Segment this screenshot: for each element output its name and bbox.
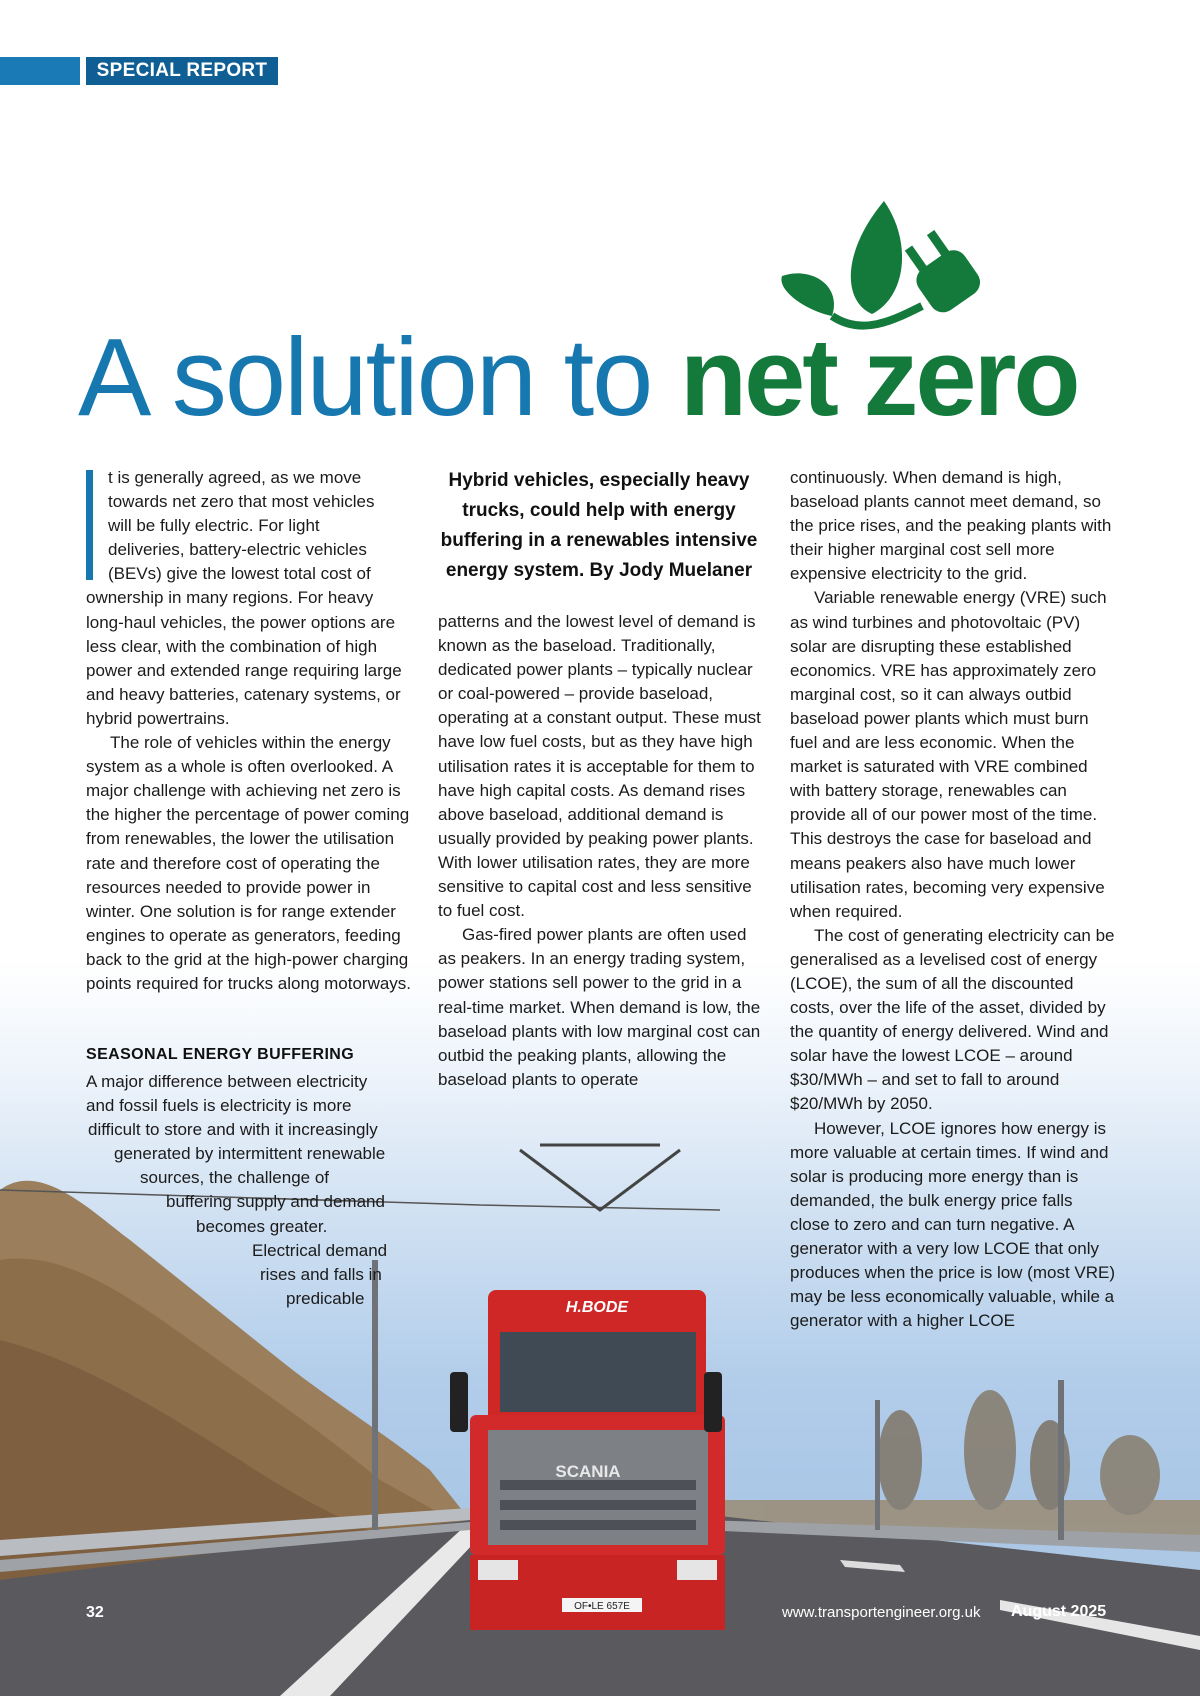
footer-url: www.transportengineer.org.uk (782, 1604, 981, 1621)
page-number: 32 (86, 1604, 104, 1621)
paragraph: Gas-fired power plants are often used as peakers. In an energy trading system, power stations sell power to the grid in a real-time market. When demand is low, the baseload plants with low marginal cost can outbid the peaking plants, allowing the baseload plants to operate (438, 925, 761, 1089)
truck-sign: H.BODE (565, 1299, 629, 1316)
subhead: SEASONAL ENERGY BUFFERING (86, 1046, 355, 1063)
text-line: sources, the challenge of (140, 1168, 330, 1188)
number-plate: OF•LE 657E (574, 1601, 630, 1612)
footer-date: August 2025 (1011, 1603, 1107, 1620)
text-line: difficult to store and with it increasingly (88, 1120, 378, 1140)
text-line: rises and falls in (260, 1264, 382, 1284)
text-line: becomes greater. (196, 1216, 328, 1236)
headline-bold: net zero (679, 316, 1078, 439)
lead-line: t is generally agreed, as we move (108, 468, 362, 487)
text-line: Electrical demand (252, 1240, 388, 1260)
column-1 (86, 466, 412, 996)
right-trees (700, 1390, 1200, 1536)
headline (78, 318, 1078, 438)
paragraph: The cost of generating electricity can be generalised as a levelised cost of energy (LCOE), the sum of all the discounted costs, over the life of the asset, divided by the quantity of energy delivered. Wind and solar have the lowest LCOE – around $30/MWh – and set to fall to around $20/MWh by 2050. (790, 925, 1115, 1114)
lead-line: will be fully electric. For light (108, 516, 320, 536)
lead-line: deliveries, battery-electric vehicles (108, 540, 367, 560)
standfirst: Hybrid vehicles, especially heavy trucks, could help with energy buffering in a renewables intensive energy system. By Jody Muelaner (440, 470, 758, 581)
column-3 (790, 466, 1116, 1333)
paragraph: However, LCOE ignores how energy is more valuable at certain times. If wind and solar is producing more energy than is demanded, the bulk energy price falls close to zero and can turn negative. A generator with a very low LCOE that only produces when the price is low (most VRE) may be less economically valuable, while a generator with a higher LCOE (790, 1118, 1116, 1331)
truck-badge: SCANIA (555, 1462, 621, 1481)
text-line: generated by intermittent renewable (114, 1144, 386, 1164)
column-2 (438, 610, 764, 1092)
paragraph: The role of vehicles within the energy system as a whole is often overlooked. A major challenge with achieving net zero is the higher the percentage of power coming from renewables, the lower the utilisation rate and therefore cost of operating the resources needed to provide power in winter. One solution is for range extender engines to operate as generators, feeding back to the grid at the high-power charging points required for trucks along motorways. (86, 733, 412, 993)
red-truck (450, 1290, 725, 1630)
lead-line: (BEVs) give the lowest total cost of (108, 564, 371, 584)
paragraph: Variable renewable energy (VRE) such as wind turbines and photovoltaic (PV) solar are disrupting these established economics. VRE has approximately zero marginal cost, so it can always outbid baseload power plants which must burn fuel and are less economic. When the market is saturated with VRE combined with battery storage, renewables can provide all of our power most of the time. This destroys the case for baseload and means peakers also have much lower utilisation rates, becoming very expensive when required. (790, 588, 1107, 921)
lead-line: towards net zero that most vehicles (108, 492, 375, 512)
section-tag: SPECIAL REPORT (86, 57, 278, 85)
text-line: buffering supply and demand (166, 1192, 385, 1212)
paragraph: ownership in many regions. For heavy long-haul vehicles, the power options are less clear, with the combination of high power and extended range requiring large and heavy batteries, catenary systems, or hybrid powertrains. (86, 588, 402, 728)
headline-light: A solution to (78, 316, 680, 439)
shaped-text (86, 1070, 426, 1311)
header-accent-bar (0, 57, 80, 85)
leaf-plug-logo-icon (772, 196, 1022, 336)
paragraph: patterns and the lowest level of demand is known as the baseload. Traditionally, dedicated power plants – typically nuclear or coal-powered – provide baseload, operating at a constant output. These must have low fuel costs, but as they have high utilisation rates it is acceptable for them to have high capital costs. As demand rises above baseload, additional demand is usually provided by peaking power plants. With lower utilisation rates, they are more sensitive to capital cost and less sensitive to fuel cost. (438, 612, 761, 921)
text-line: A major difference between electricity (86, 1072, 368, 1091)
paragraph: continuously. When demand is high, baseload plants cannot meet demand, so the price rises, and the peaking plants with their higher marginal cost sell more expensive electricity to the grid. (790, 468, 1112, 584)
text-line: and fossil fuels is electricity is more (86, 1096, 352, 1116)
text-line: predicable (286, 1288, 365, 1308)
